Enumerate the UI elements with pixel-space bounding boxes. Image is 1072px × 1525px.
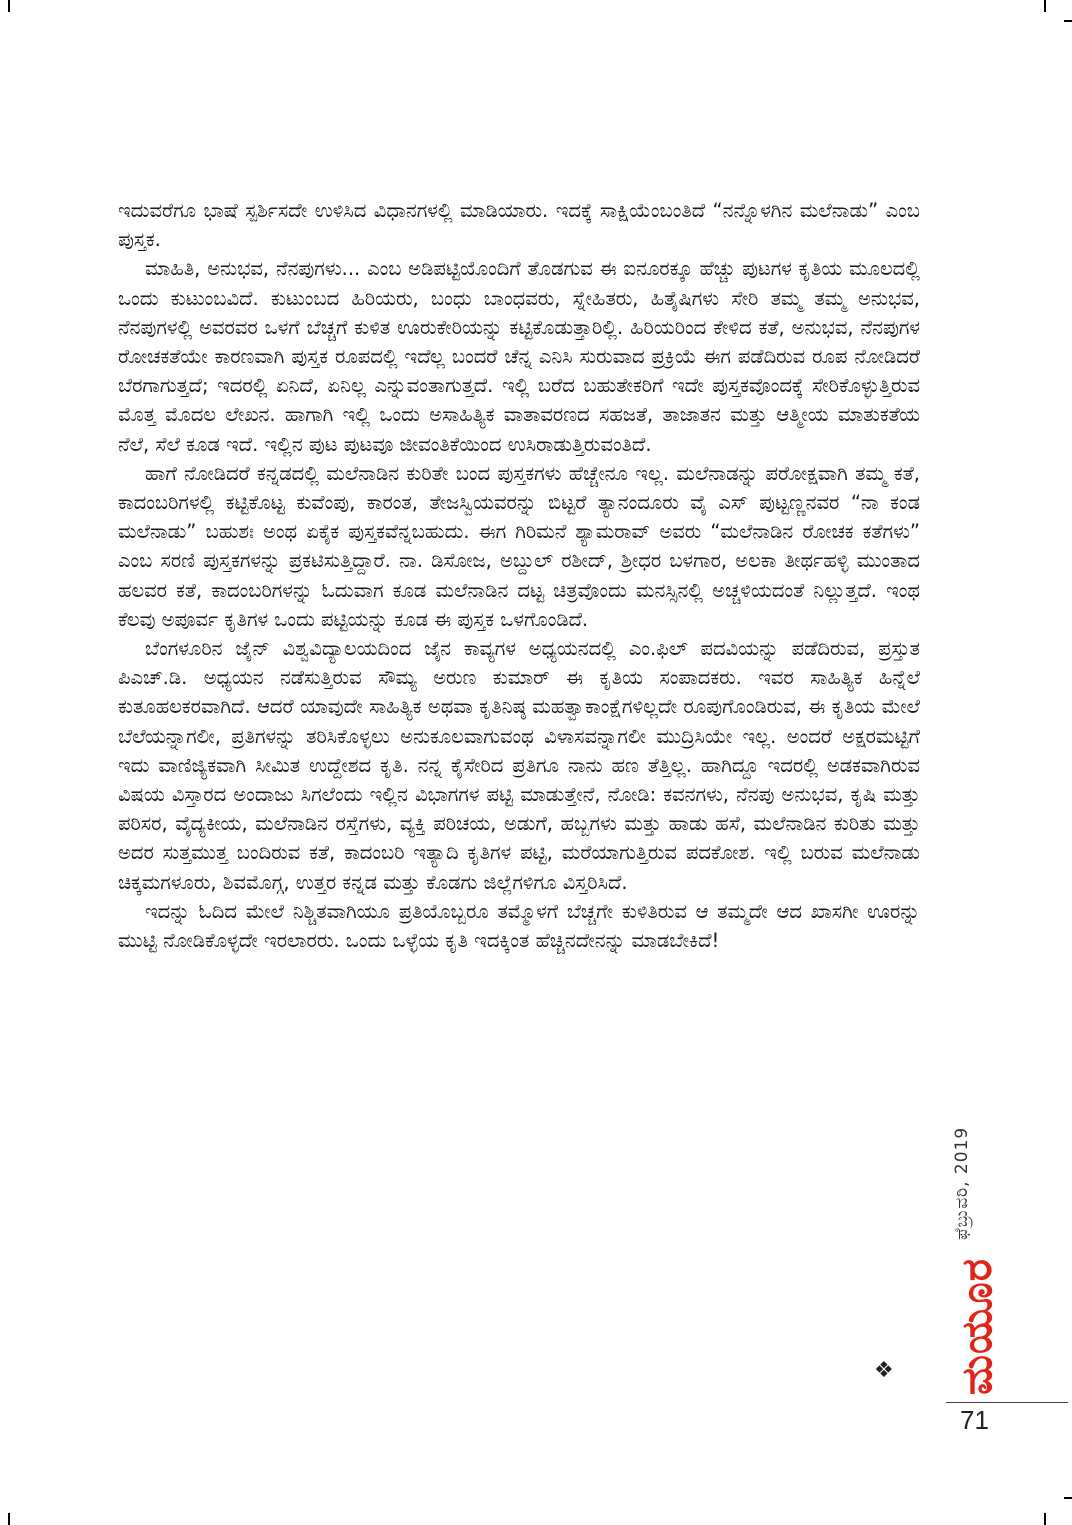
paragraph-5: ಇದನ್ನು ಓದಿದ ಮೇಲೆ ನಿಶ್ಚಿತವಾಗಿಯೂ ಪ್ರತಿಯೊಬ್ಬರೂ ತಮ್ಮೊಳಗೆ ಬೆಚ್ಚಗೇ ಕುಳಿತಿರುವ ಆ ತಮ್ಮದೇ ಆದ ಖಾಸಗೀ ಊರನ್ನು ಮುಟ್ಟಿ ನೋಡಿಕೊಳ್ಳದೇ ಇರಲಾರರು. ಒಂದು ಒಳ್ಳೆಯ ಕೃತಿ ಇದಕ್ಕಿಂತ ಹೆಚ್ಚಿನದೇನನ್ನು ಮಾಡಬೇಕಿದೆ! xyxy=(118,899,920,953)
crop-mark-top-left xyxy=(8,0,10,12)
page-number: 71 xyxy=(960,1405,989,1435)
paragraph-1: ಇದುವರೆಗೂ ಭಾಷೆ ಸ್ಪರ್ಶಿಸದೇ ಉಳಿಸಿದ ವಿಧಾನಗಳಲ್ಲಿ ಮಾಡಿಯಾರು. ಇದಕ್ಕೆ ಸಾಕ್ಷಿಯೆಂಬಂತಿದೆ “ನನ್ನೊಳಗಿನ ಮಲೆನಾಡು” ಎಂಬ ಪುಸ್ತಕ. xyxy=(118,199,920,252)
crop-mark-bottom-left xyxy=(8,1513,10,1525)
paragraph-2: ಮಾಹಿತಿ, ಅನುಭವ, ನೆನಪುಗಳು... ಎಂಬ ಅಡಿಪಟ್ಟಿಯೊಂದಿಗೆ ತೊಡಗುವ ಈ ಐನೂರಕ್ಕೂ ಹೆಚ್ಚು ಪುಟಗಳ ಕೃತಿಯ ಮೂಲದಲ್ಲಿ ಒಂದು ಕುಟುಂಬವಿದೆ. ಕುಟುಂಬದ ಹಿರಿಯರು, ಬಂಧು ಬಾಂಧವರು, ಸ್ನೇಹಿತರು, ಹಿತೈಷಿಗಳು ಸೇರಿ ತಮ್ಮ ತಮ್ಮ ಅನುಭವ, ನೆನಪುಗಳಲ್ಲಿ ಅವರವರ ಒಳಗೆ ಬೆಚ್ಚಗೆ ಕುಳಿತ ಊರುಕೇರಿಯನ್ನು ಕಟ್ಟಿಕೊಡುತ್ತಾರಿಲ್ಲಿ. ಹಿರಿಯರಿಂದ ಕೇಳಿದ ಕತೆ, ಅನುಭವ, ನೆನಪುಗಳ ರೋಚಕತೆಯೇ ಕಾರಣವಾಗಿ ಪುಸ್ತಕ ರೂಪದಲ್ಲಿ ಇದೆಲ್ಲ ಬಂದರೆ ಚೆನ್ನ ಎನಿಸಿ ಸುರುವಾದ ಪ್ರಕ್ರಿಯೆ ಈಗ ಪಡೆದಿರುವ ರೂಪ ನೋಡಿದರೆ ಬೆರಗಾಗುತ್ತದೆ; ಇದರಲ್ಲಿ ಏನಿದೆ, ಏನಿಲ್ಲ ಎನ್ನುವಂತಾಗುತ್ತದೆ. ಇಲ್ಲಿ ಬರೆದ ಬಹುತೇಕರಿಗೆ ಇದೇ ಪುಸ್ತಕವೊಂದಕ್ಕೆ ಸೇರಿಕೊಳ್ಳುತ್ತಿರುವ ಮೊತ್ತ ಮೊದಲ ಲೇಖನ. ಹಾಗಾಗಿ ಇಲ್ಲಿ ಒಂದು ಅಸಾಹಿತ್ಯಿಕ ವಾತಾವರಣದ ಸಹಜತೆ, ತಾಜಾತನ ಮತ್ತು ಆತ್ಮೀಯ ಮಾತುಕತೆಯ ನೆಲೆ, ಸೆಲೆ ಕೂಡ ಇದೆ. ಇಲ್ಲಿನ ಪುಟ ಪುಟವೂ ಜೀವಂತಿಕೆಯಿಂದ ಉಸಿರಾಡುತ್ತಿರುವಂತಿದೆ. xyxy=(118,257,920,456)
page-number-rule xyxy=(946,1402,1068,1403)
crop-mark-bottom-right xyxy=(1044,1513,1046,1525)
crop-mark-right-top xyxy=(1064,20,1072,22)
crop-mark-top-right xyxy=(1044,0,1046,12)
paragraph-4: ಬೆಂಗಳೂರಿನ ಜೈನ್ ವಿಶ್ವವಿದ್ಯಾಲಯದಿಂದ ಜೈನ ಕಾವ್ಯಗಳ ಅಧ್ಯಯನದಲ್ಲಿ ಎಂ.ಫಿಲ್ ಪದವಿಯನ್ನು ಪಡೆದಿರುವ, ಪ್ರಸ್ತುತ ಪಿಎಚ್.ಡಿ. ಅಧ್ಯಯನ ನಡೆಸುತ್ತಿರುವ ಸೌಮ್ಯ ಅರುಣ ಕುಮಾರ್ ಈ ಕೃತಿಯ ಸಂಪಾದಕರು. ಇವರ ಸಾಹಿತ್ಯಿಕ ಹಿನ್ನೆಲೆ ಕುತೂಹಲಕರವಾಗಿದೆ. ಆದರೆ ಯಾವುದೇ ಸಾಹಿತ್ಯಿಕ ಅಥವಾ ಕೃತಿನಿಷ್ಠ ಮಹತ್ವಾಕಾಂಕ್ಷೆಗಳಿಲ್ಲದೇ ರೂಪುಗೊಂಡಿರುವ, ಈ ಕೃತಿಯ ಮೇಲೆ ಬೆಲೆಯನ್ನಾಗಲೀ, ಪ್ರತಿಗಳನ್ನು ತರಿಸಿಕೊಳ್ಳಲು ಅನುಕೂಲವಾಗುವಂಥ ವಿಳಾಸವನ್ನಾಗಲೀ ಮುದ್ರಿಸಿಯೇ ಇಲ್ಲ. ಅಂದರೆ ಅಕ್ಷರಮಟ್ಟಿಗೆ ಇದು ವಾಣಿಜ್ಯಿಕವಾಗಿ ಸೀಮಿತ ಉದ್ದೇಶದ ಕೃತಿ. ನನ್ನ ಕೈಸೇರಿದ ಪ್ರತಿಗೂ ನಾನು ಹಣ ತೆತ್ತಿಲ್ಲ. ಹಾಗಿದ್ದೂ ಇದರಲ್ಲಿ ಅಡಕವಾಗಿರುವ ವಿಷಯ ವಿಸ್ತಾರದ ಅಂದಾಜು ಸಿಗಲೆಂದು ಇಲ್ಲಿನ ವಿಭಾಗಗಳ ಪಟ್ಟಿ ಮಾಡುತ್ತೇನೆ, ನೋಡಿ: ಕವನಗಳು, ನೆನಪು ಅನುಭವ, ಕೃಷಿ ಮತ್ತು ಪರಿಸರ, ವೈದ್ಯಕೀಯ, ಮಲೆನಾಡಿನ ರಸ್ತೆಗಳು, ವ್ಯಕ್ತಿ ಪರಿಚಯ, ಅಡುಗೆ, ಹಬ್ಬಗಳು ಮತ್ತು ಹಾಡು ಹಸೆ, ಮಲೆನಾಡಿನ ಕುರಿತು ಮತ್ತು ಅದರ ಸುತ್ತಮುತ್ತ ಬಂದಿರುವ ಕತೆ, ಕಾದಂಬರಿ ಇತ್ಯಾದಿ ಕೃತಿಗಳ ಪಟ್ಟಿ, ಮರೆಯಾಗುತ್ತಿರುವ ಪದಕೋಶ. ಇಲ್ಲಿ ಬರುವ ಮಲೆನಾಡು ಚಿಕ್ಕಮಗಳೂರು, ಶಿವಮೊಗ್ಗ, ಉತ್ತರ ಕನ್ನಡ ಮತ್ತು ಕೊಡಗು ಜಿಲ್ಲೆಗಳಿಗೂ ವಿಸ್ತರಿಸಿದೆ. xyxy=(118,637,920,894)
crop-mark-right-bottom xyxy=(1064,1497,1072,1499)
issue-date: ಫೆಬ್ರುವರಿ, 2019 xyxy=(952,1126,972,1240)
paragraph-3: ಹಾಗೆ ನೋಡಿದರೆ ಕನ್ನಡದಲ್ಲಿ ಮಲೆನಾಡಿನ ಕುರಿತೇ ಬಂದ ಪುಸ್ತಕಗಳು ಹೆಚ್ಚೇನೂ ಇಲ್ಲ. ಮಲೆನಾಡನ್ನು ಪರೋಕ್ಷವಾಗಿ ತಮ್ಮ ಕತೆ, ಕಾದಂಬರಿಗಳಲ್ಲಿ ಕಟ್ಟಿಕೊಟ್ಟ ಕುವೆಂಪು, ಕಾರಂತ, ತೇಜಸ್ವಿಯವರನ್ನು ಬಿಟ್ಟರೆ ತ್ಯಾನಂದೂರು ವೈ ಎಸ್ ಪುಟ್ಟಣ್ಣನವರ “ನಾ ಕಂಡ ಮಲೆನಾಡು” ಬಹುಶಃ ಅಂಥ ಏಕೈಕ ಪುಸ್ತಕವೆನ್ನಬಹುದು. ಈಗ ಗಿರಿಮನೆ ಶ್ಯಾಮರಾವ್ ಅವರು “ಮಲೆನಾಡಿನ ರೋಚಕ ಕತೆಗಳು” ಎಂಬ ಸರಣಿ ಪುಸ್ತಕಗಳನ್ನು ಪ್ರಕಟಿಸುತ್ತಿದ್ದಾರೆ. ನಾ. ಡಿಸೋಜ, ಅಬ್ದುಲ್ ರಶೀದ್, ಶ್ರೀಧರ ಬಳಗಾರ, ಅಲಕಾ ತೀರ್ಥಹಳ್ಳಿ ಮುಂತಾದ ಹಲವರ ಕತೆ, ಕಾದಂಬರಿಗಳನ್ನು ಓದುವಾಗ ಕೂಡ ಮಲೆನಾಡಿನ ದಟ್ಟ ಚಿತ್ರವೊಂದು ಮನಸ್ಸಿನಲ್ಲಿ ಅಚ್ಚಳಿಯದಂತೆ ನಿಲ್ಲುತ್ತದೆ. ಇಂಥ ಕೆಲವು ಅಪೂರ್ವ ಕೃತಿಗಳ ಒಂದು ಪಟ್ಟಿಯನ್ನು ಕೂಡ ಈ ಪುಸ್ತಕ ಒಳಗೊಂಡಿದೆ. xyxy=(118,461,920,631)
end-of-article-icon: ❖ xyxy=(874,1358,894,1383)
magazine-logo: ಮಯೂರ xyxy=(952,1258,1001,1395)
article-body xyxy=(118,196,920,955)
